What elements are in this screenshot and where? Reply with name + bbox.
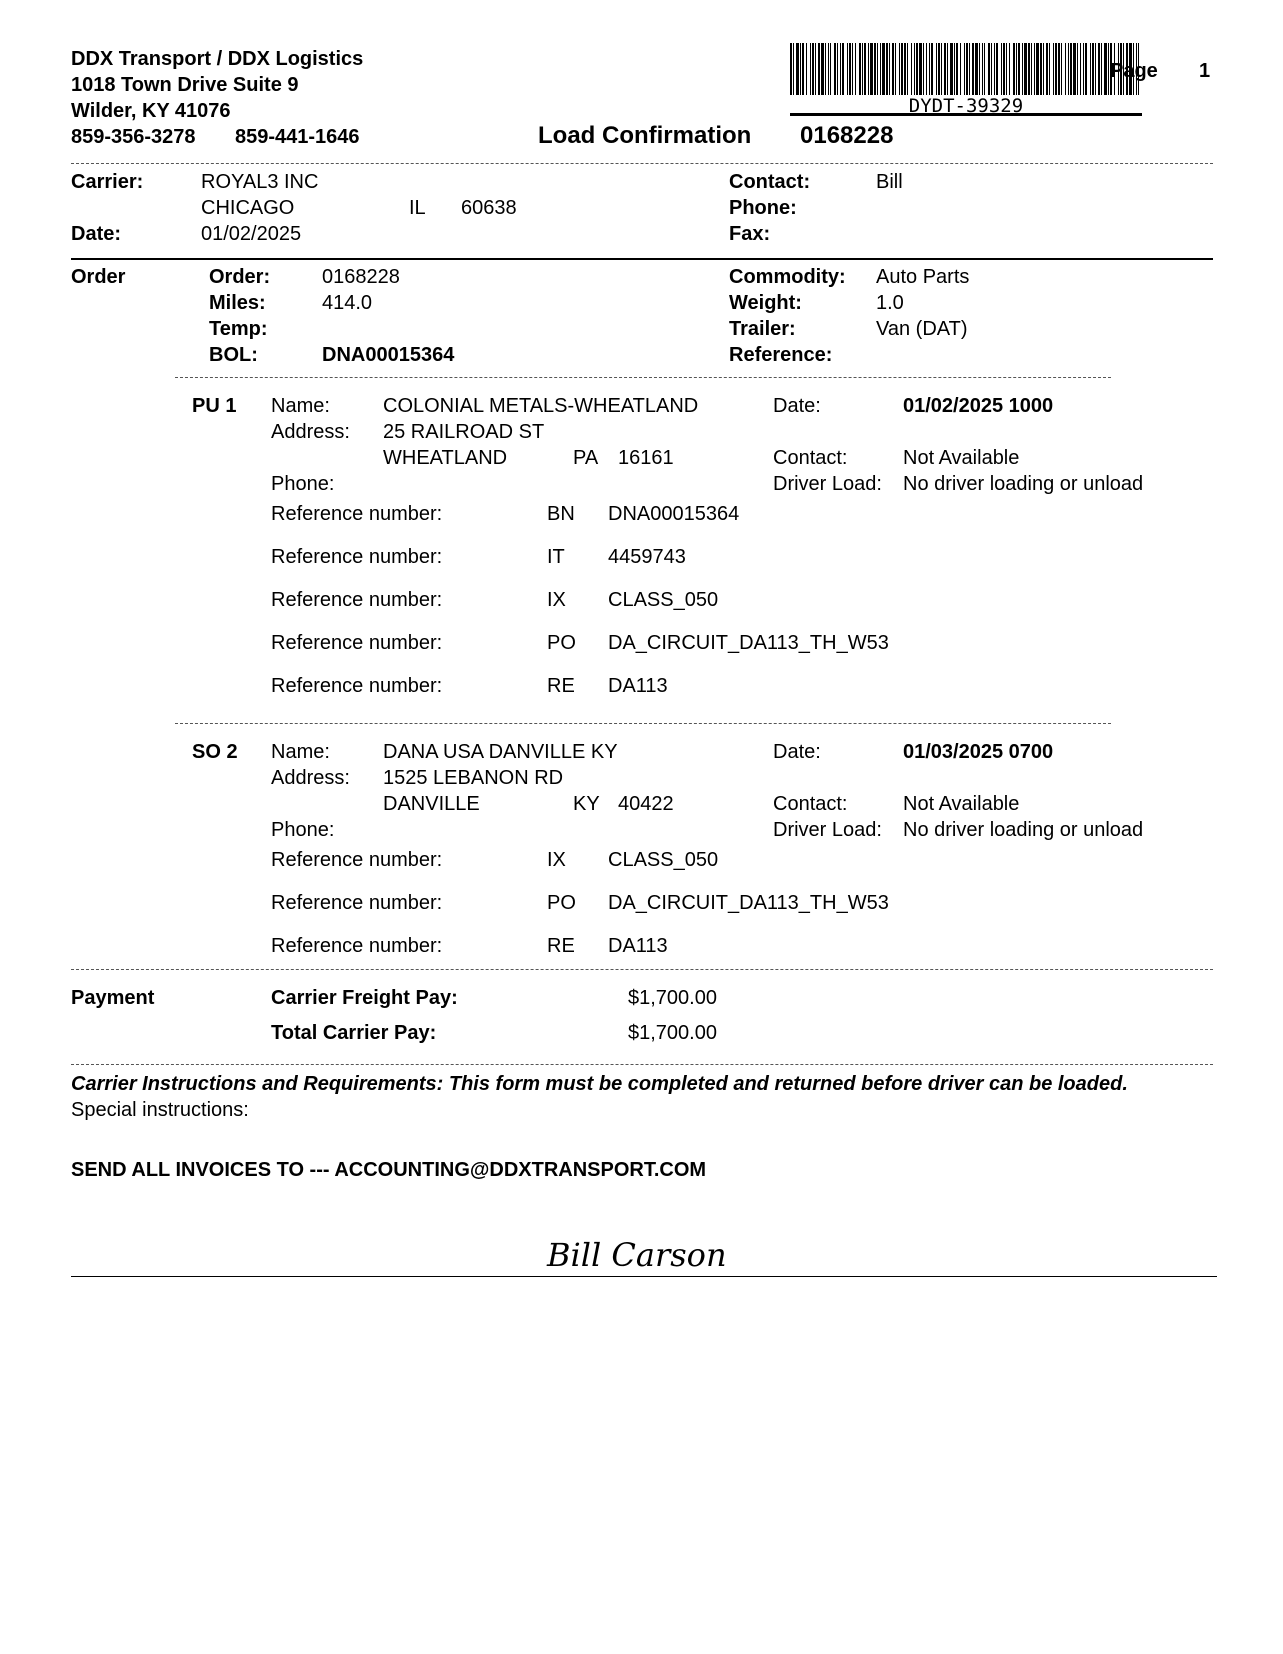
barcode-bar: [802, 43, 804, 95]
barcode-bar: [882, 43, 885, 95]
barcode-bar: [874, 43, 876, 95]
barcode-bar: [1077, 43, 1078, 95]
bol-value: DNA00015364: [322, 344, 455, 366]
stop-code: PU 1: [192, 395, 237, 417]
stop-street: 1525 LEBANON RD: [383, 767, 564, 789]
reference-code: RE: [547, 675, 575, 697]
barcode-bar: [926, 43, 927, 95]
reference-code: IX: [547, 589, 566, 611]
barcode-bar: [966, 43, 968, 95]
barcode-bar: [1053, 43, 1054, 95]
barcode-bar: [964, 43, 965, 95]
barcode-bar: [828, 43, 829, 95]
stop-date-label: Date:: [773, 395, 821, 417]
barcode-bar: [1080, 43, 1081, 95]
barcode-bar: [936, 43, 937, 95]
reference-code: PO: [547, 632, 576, 654]
stop-contact: Not Available: [903, 793, 1020, 815]
stop-street: 25 RAILROAD ST: [383, 421, 545, 443]
reference-label: Reference:: [729, 344, 833, 366]
barcode-bar: [1013, 43, 1015, 95]
carrier-date-label: Date:: [71, 223, 122, 245]
barcode-bar: [991, 43, 992, 95]
barcode-bar: [793, 43, 794, 95]
stop-driver-load-label: Driver Load:: [773, 819, 882, 841]
document-number: 0168228: [800, 122, 894, 149]
barcode-bar: [988, 43, 990, 95]
barcode-bar: [950, 43, 953, 95]
barcode-bar: [919, 43, 922, 95]
barcode-bar: [1055, 43, 1057, 95]
stop-driver-load-label: Driver Load:: [773, 473, 882, 495]
barcode-bar: [862, 43, 863, 95]
weight-value: 1.0: [876, 292, 904, 314]
reference-code: PO: [547, 892, 576, 914]
reference-number-label: Reference number:: [271, 632, 443, 654]
stop-city: WHEATLAND: [383, 447, 508, 469]
barcode-icon: [790, 43, 1142, 95]
barcode-bar: [1009, 43, 1010, 95]
order-label: Order:: [209, 266, 271, 288]
barcode-bar: [996, 43, 998, 95]
barcode-bar: [1104, 43, 1107, 95]
order-number: 0168228: [322, 266, 400, 288]
barcode-bar: [1058, 43, 1060, 95]
reference-value: CLASS_050: [608, 589, 719, 611]
stop-state: PA: [573, 447, 599, 469]
barcode-bar: [1083, 43, 1084, 95]
reference-number-label: Reference number:: [271, 892, 443, 914]
reference-value: CLASS_050: [608, 849, 719, 871]
barcode-bar: [1070, 43, 1072, 95]
barcode-bar: [972, 43, 974, 95]
barcode-bar: [916, 43, 918, 95]
barcode-text: DYDT-39329: [908, 95, 1024, 117]
barcode-bar: [1073, 43, 1076, 95]
barcode-bar: [1061, 43, 1062, 95]
barcode-bar: [914, 43, 915, 95]
barcode-bar: [1036, 43, 1039, 95]
barcode-bar: [889, 43, 890, 95]
divider-carrier: [71, 258, 1213, 260]
barcode-bar: [868, 43, 869, 95]
freight-pay-label: Carrier Freight Pay:: [271, 987, 458, 1009]
reference-number-label: Reference number:: [271, 849, 443, 871]
reference-value: 4459743: [608, 546, 686, 568]
barcode-bar: [982, 43, 983, 95]
bol-label: BOL:: [209, 344, 258, 366]
carrier-zip: 60638: [461, 197, 517, 219]
barcode-bar: [911, 43, 912, 95]
reference-number-label: Reference number:: [271, 675, 443, 697]
barcode-bar: [1003, 43, 1005, 95]
barcode-bar: [1098, 43, 1100, 95]
stop-driver-load: No driver loading or unload: [903, 819, 1144, 841]
barcode-bar: [870, 43, 873, 95]
barcode-bar: [1049, 43, 1050, 95]
company-phone-2: 859-441-1646: [235, 126, 360, 148]
barcode-bar: [931, 43, 933, 95]
stop-name-label: Name:: [271, 741, 330, 763]
weight-label: Weight:: [729, 292, 802, 314]
barcode-bar: [815, 43, 816, 95]
barcode-bar: [954, 43, 955, 95]
barcode-bar: [895, 43, 896, 95]
company-name: DDX Transport / DDX Logistics: [71, 48, 364, 70]
reference-value: DA_CIRCUIT_DA113_TH_W53: [608, 632, 889, 654]
barcode-bar: [1022, 43, 1023, 95]
instructions-heading: Carrier Instructions and Requirements: This form must be completed and returned before driver can be loaded.: [71, 1073, 1128, 1095]
reference-number-label: Reference number:: [271, 935, 443, 957]
stop-contact-label: Contact:: [773, 793, 848, 815]
stop-name-label: Name:: [271, 395, 330, 417]
stop-contact-label: Contact:: [773, 447, 848, 469]
barcode-bar: [855, 43, 856, 95]
company-phone-1: 859-356-3278: [71, 126, 196, 148]
barcode-bar: [984, 43, 985, 95]
barcode-bar: [880, 43, 881, 95]
barcode-bar: [1024, 43, 1027, 95]
barcode-bar: [1065, 43, 1066, 95]
barcode-bar: [864, 43, 866, 95]
barcode-bar: [810, 43, 811, 95]
reference-number-label: Reference number:: [271, 503, 443, 525]
barcode-bar: [979, 43, 980, 95]
total-pay-label: Total Carrier Pay:: [271, 1022, 437, 1044]
stop-date: 01/03/2025 0700: [903, 741, 1054, 763]
reference-number-label: Reference number:: [271, 546, 443, 568]
page-number: 1: [1199, 60, 1211, 82]
barcode-bar: [1028, 43, 1030, 95]
commodity-value: Auto Parts: [876, 266, 970, 288]
barcode-bar: [1043, 43, 1044, 95]
miles-value: 414.0: [322, 292, 373, 314]
carrier-city: CHICAGO: [201, 197, 295, 219]
barcode-bar: [892, 43, 894, 95]
carrier-date: 01/02/2025: [201, 223, 302, 245]
barcode-bar: [886, 43, 888, 95]
barcode-bar: [1046, 43, 1048, 95]
barcode-bar: [825, 43, 826, 95]
barcode-bar: [806, 43, 807, 95]
total-pay-value: $1,700.00: [628, 1022, 717, 1044]
reference-code: IT: [547, 546, 565, 568]
stop-address-label: Address:: [271, 421, 350, 443]
carrier-contact-label: Contact:: [729, 171, 811, 193]
barcode-bar: [877, 43, 878, 95]
stop-state: KY: [573, 793, 600, 815]
reference-code: RE: [547, 935, 575, 957]
barcode-bar: [1101, 43, 1102, 95]
divider-payment: [71, 1064, 1213, 1065]
barcode-bar: [1040, 43, 1042, 95]
signature-image: [545, 1232, 745, 1277]
barcode-bar: [842, 43, 844, 95]
barcode-bar: [859, 43, 861, 95]
stop-code: SO 2: [192, 741, 238, 763]
barcode-bar: [969, 43, 970, 95]
stop-driver-load: No driver loading or unload: [903, 473, 1144, 495]
freight-pay-value: $1,700.00: [628, 987, 717, 1009]
barcode-bar: [1092, 43, 1094, 95]
barcode-bar: [1018, 43, 1020, 95]
payment-section-label: Payment: [71, 987, 155, 1009]
carrier-state: IL: [409, 197, 426, 219]
company-address-line1: 1018 Town Drive Suite 9: [71, 74, 299, 96]
signature-line: [71, 1276, 1217, 1277]
barcode-bar: [907, 43, 908, 95]
stop-zip: 40422: [618, 793, 674, 815]
barcode-underline: [790, 113, 1142, 116]
barcode-bar: [830, 43, 831, 95]
barcode-bar: [923, 43, 924, 95]
stop-phone-label: Phone:: [271, 473, 335, 495]
barcode-bar: [938, 43, 940, 95]
stop-name: DANA USA DANVILLE KY: [383, 741, 618, 763]
divider-stops-end: [71, 969, 1213, 970]
barcode-bar: [901, 43, 903, 95]
barcode-bar: [960, 43, 961, 95]
special-instructions-label: Special instructions:: [71, 1099, 249, 1121]
barcode-bar: [790, 43, 792, 95]
barcode-bar: [1085, 43, 1087, 95]
stop-city: DANVILLE: [383, 793, 480, 815]
barcode-bar: [1108, 43, 1109, 95]
barcode-bar: [994, 43, 995, 95]
stop-phone-label: Phone:: [271, 819, 335, 841]
reference-number-label: Reference number:: [271, 589, 443, 611]
trailer-value: Van (DAT): [876, 318, 968, 340]
stop-address-label: Address:: [271, 767, 350, 789]
stop-zip: 16161: [618, 447, 674, 469]
stop-name: COLONIAL METALS-WHEATLAND: [383, 395, 699, 417]
stop-date: 01/02/2025 1000: [903, 395, 1054, 417]
barcode-bar: [1095, 43, 1096, 95]
barcode-bar: [941, 43, 942, 95]
invoices-notice: SEND ALL INVOICES TO --- ACCOUNTING@DDXTRANSPORT.COM: [71, 1159, 707, 1181]
divider-header: [71, 163, 1213, 164]
stop-date-label: Date:: [773, 741, 821, 763]
carrier-name: ROYAL3 INC: [201, 171, 319, 193]
barcode-bar: [1016, 43, 1017, 95]
carrier-phone-label: Phone:: [729, 197, 797, 219]
barcode-bar: [852, 43, 853, 95]
carrier-label: Carrier:: [71, 171, 144, 193]
carrier-fax-label: Fax:: [729, 223, 771, 245]
barcode-bar: [929, 43, 930, 95]
barcode-bar: [837, 43, 838, 95]
divider-order: [175, 377, 1111, 378]
barcode-bar: [1034, 43, 1035, 95]
barcode-bar: [849, 43, 851, 95]
reference-code: IX: [547, 849, 566, 871]
reference-code: BN: [547, 503, 575, 525]
barcode-bar: [1068, 43, 1069, 95]
barcode-bar: [818, 43, 820, 95]
barcode-bar: [1031, 43, 1032, 95]
document-title: Load Confirmation: [538, 122, 752, 149]
barcode-bar: [834, 43, 836, 95]
barcode-bar: [975, 43, 978, 95]
barcode-bar: [796, 43, 799, 95]
reference-value: DA113: [608, 935, 668, 957]
commodity-label: Commodity:: [729, 266, 846, 288]
barcode-bar: [847, 43, 848, 95]
divider-stop: [175, 723, 1111, 724]
temp-label: Temp:: [209, 318, 268, 340]
reference-value: DA_CIRCUIT_DA113_TH_W53: [608, 892, 889, 914]
reference-value: DA113: [608, 675, 668, 697]
barcode-bar: [1090, 43, 1091, 95]
stop-contact: Not Available: [903, 447, 1020, 469]
barcode-bar: [840, 43, 841, 95]
barcode-bar: [904, 43, 906, 95]
page-label: Page: [1110, 60, 1158, 82]
barcode-bar: [899, 43, 900, 95]
barcode-bar: [1006, 43, 1007, 95]
barcode-bar: [812, 43, 814, 95]
reference-value: DNA00015364: [608, 503, 740, 525]
barcode-bar: [944, 43, 946, 95]
trailer-label: Trailer:: [729, 318, 796, 340]
order-section-label: Order: [71, 266, 126, 288]
barcode-bar: [800, 43, 801, 95]
svg-text:Bill Carson: Bill Carson: [547, 1236, 727, 1274]
barcode-bar: [821, 43, 824, 95]
miles-label: Miles:: [209, 292, 266, 314]
company-address-line2: Wilder, KY 41076: [71, 100, 231, 122]
barcode-bar: [956, 43, 958, 95]
barcode-bar: [1001, 43, 1002, 95]
carrier-contact: Bill: [876, 171, 903, 193]
barcode-bar: [947, 43, 948, 95]
